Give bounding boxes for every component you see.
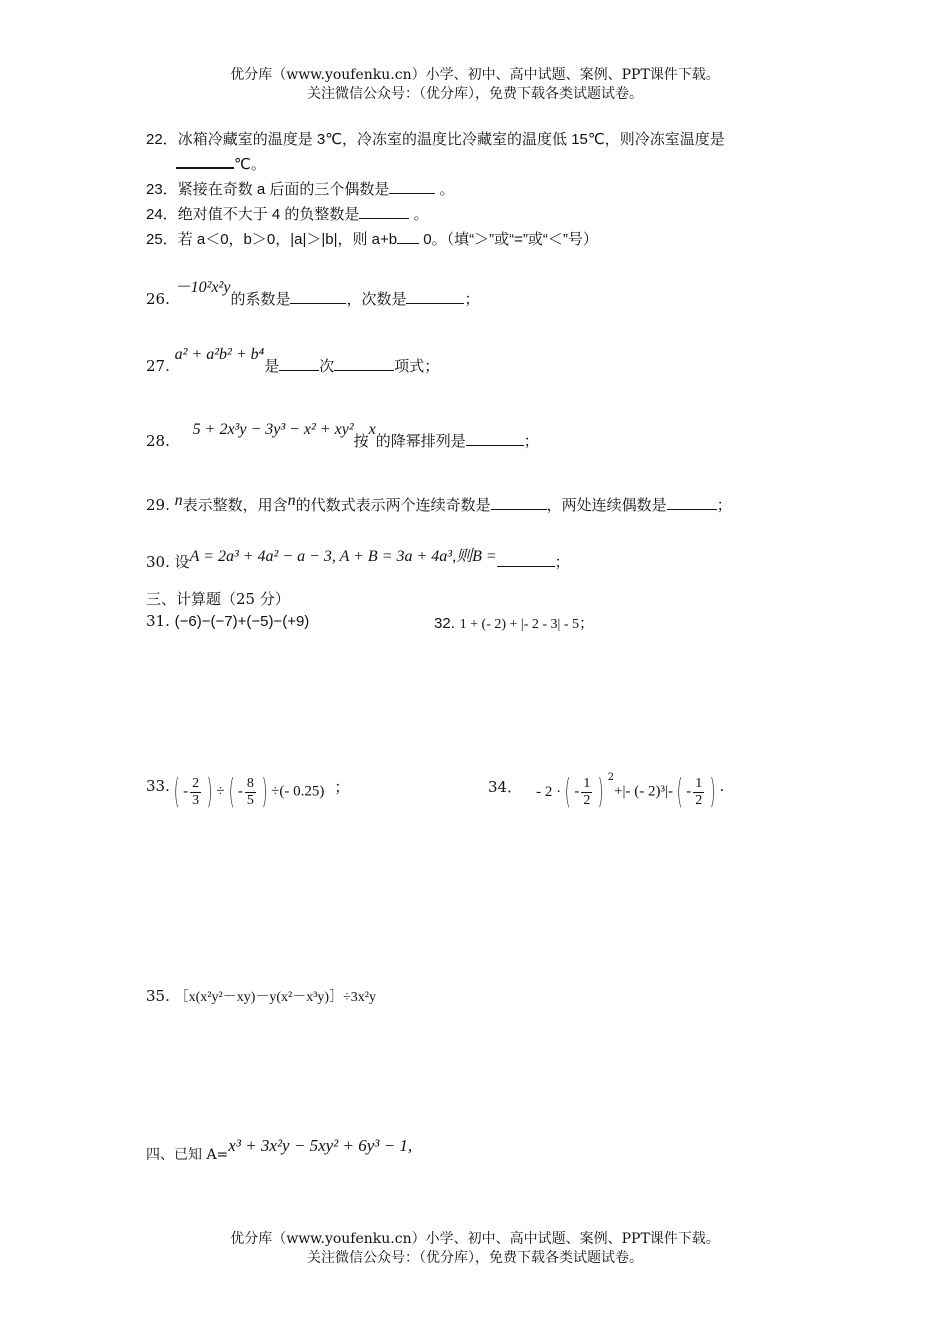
- question-31: [146, 612, 309, 630]
- question-22: [146, 128, 725, 149]
- question-30: [146, 549, 570, 572]
- question-text: 的系数是: [230, 290, 291, 308]
- question-number: 23．: [146, 181, 178, 198]
- question-number: 33.: [146, 777, 170, 795]
- question-number: 32.: [434, 615, 455, 632]
- answer-blank[interactable]: [359, 204, 409, 219]
- fraction: $\frac{2}{3}$: [192, 775, 200, 808]
- question-text: 紧接在奇数 a 后面的三个偶数是: [177, 181, 390, 198]
- question-number: 29.: [146, 496, 170, 514]
- header-line-1: 优分库（www.youfenku.cn）小学、初中、高中试题、案例、PPT课件下载。: [230, 67, 720, 83]
- answer-blank-degree[interactable]: [279, 356, 319, 371]
- question-number: 28.: [146, 432, 170, 450]
- variable: n: [174, 492, 183, 509]
- answer-blank[interactable]: [176, 153, 234, 169]
- question-tail: 。: [435, 181, 455, 198]
- question-number: 27.: [146, 357, 170, 375]
- expression: (−6)−(−7)+(−5)−(+9): [174, 613, 310, 630]
- question-tail: ；: [716, 496, 732, 514]
- question-number: 24．: [146, 206, 178, 223]
- question-22-cont: [176, 153, 266, 174]
- question-text: 的代数式表示两个连续奇数是: [295, 496, 491, 514]
- question-tail: 0。（填“＞”或“=”或“＜”号）: [419, 231, 598, 248]
- question-number: 26.: [146, 290, 170, 308]
- page-header: [0, 66, 950, 104]
- question-29: [146, 494, 732, 515]
- answer-blank-even[interactable]: [667, 495, 717, 510]
- expression-middle: +|- (- 2)³|-: [614, 783, 673, 800]
- question-tail: .: [719, 777, 725, 795]
- question-26: [146, 279, 480, 309]
- expression-tail: ÷(- 0.25): [271, 783, 325, 800]
- divide-sign: ÷: [216, 783, 225, 800]
- question-number: 30.: [146, 553, 170, 571]
- expression: 5 + 2x³y − 3y³ − x² + xy²: [192, 421, 354, 438]
- variable: n: [287, 492, 296, 509]
- question-27: [146, 346, 440, 376]
- expression: x³ + 3x²y − 5xy² + 6y³ − 1,: [228, 1136, 413, 1155]
- question-tail: 项式；: [394, 357, 440, 375]
- question-text: 按: [353, 432, 369, 450]
- answer-blank[interactable]: [497, 552, 555, 567]
- question-number: 34．: [488, 777, 523, 796]
- expression: －10²x²y: [174, 279, 231, 296]
- expression: ［x(x²y²－xy)－y(x²－x³y)］÷3x²y: [174, 990, 376, 1005]
- answer-blank[interactable]: [389, 179, 435, 194]
- question-24: [146, 203, 429, 224]
- expression: a² + a²b² + b⁴: [174, 346, 265, 363]
- question-tail: ；: [554, 553, 570, 571]
- question-lead: 设: [174, 553, 190, 571]
- question-35: [146, 986, 376, 1006]
- question-number: 31.: [146, 612, 170, 630]
- question-number: 25．: [146, 231, 178, 248]
- question-tail: ；: [523, 432, 539, 450]
- question-text: 次: [319, 357, 335, 375]
- variable: x: [368, 421, 376, 438]
- question-text: 若 a＜0，b＞0，|a|＞|b|，则 a+b: [177, 231, 398, 248]
- answer-blank[interactable]: [466, 431, 524, 446]
- fraction: $\frac{1}{2}$: [695, 775, 703, 808]
- page-footer: [0, 1230, 950, 1268]
- question-text: 表示整数，用含: [182, 496, 288, 514]
- fraction: $\frac{1}{2}$: [583, 775, 591, 808]
- section-4: [146, 1136, 413, 1164]
- question-23: [146, 178, 455, 199]
- question-tail: 。: [409, 206, 429, 223]
- question-text: 绝对值不大于 4 的负整数是: [177, 206, 360, 223]
- answer-blank-odd[interactable]: [491, 495, 547, 510]
- question-tail: ；: [464, 290, 480, 308]
- question-34: 34． - 2 · ( - $\frac{1}{2}$ ) $^2$+|- (- 2)³|- ( - $\frac{1}{2}$ ) .: [488, 772, 725, 812]
- fraction: $\frac{8}{5}$: [246, 775, 254, 808]
- question-text: 冰箱冷藏室的温度是 3℃，冷冻室的温度比冷藏室的温度低 15℃，则冷冻室温度是: [177, 131, 725, 148]
- question-tail: ；: [579, 614, 595, 632]
- question-tail: ℃。: [234, 156, 266, 173]
- question-text: ，两处连续偶数是: [546, 496, 667, 514]
- answer-blank-degree[interactable]: [406, 289, 464, 304]
- question-text: 的降幂排列是: [375, 432, 466, 450]
- question-text: ，次数是: [346, 290, 407, 308]
- footer-line-2: 关注微信公众号：（优分库），免费下载各类试题试卷。: [307, 1250, 643, 1266]
- question-28: [146, 421, 539, 451]
- expression: 1 + (- 2) + |- 2 - 3| - 5: [459, 617, 580, 632]
- question-number: 35.: [146, 987, 170, 1005]
- question-tail: ；: [334, 777, 350, 796]
- question-number: 22．: [146, 131, 178, 148]
- answer-blank[interactable]: [397, 229, 419, 244]
- question-33: 33. ( - $\frac{2}{3}$ ) ÷ ( - $\frac{8}{5}$ ) ÷(- 0.25) ；: [146, 772, 350, 812]
- expression-lead: - 2 ·: [536, 783, 562, 800]
- expression: A = 2a³ + 4a² − a − 3, A + B = 3a + 4a³,则B =: [189, 548, 497, 565]
- question-25: [146, 228, 598, 249]
- question-text: 是: [264, 357, 280, 375]
- header-line-2: 关注微信公众号：（优分库），免费下载各类试题试卷。: [307, 86, 643, 102]
- answer-blank-coefficient[interactable]: [290, 289, 346, 304]
- question-32: [434, 612, 594, 633]
- section-lead: 四、已知 A=: [146, 1147, 229, 1163]
- footer-line-1: 优分库（www.youfenku.cn）小学、初中、高中试题、案例、PPT课件下载。: [230, 1231, 720, 1247]
- section-title-calculation: 三、计算题（25 分）: [146, 590, 290, 608]
- answer-blank-terms[interactable]: [334, 356, 394, 371]
